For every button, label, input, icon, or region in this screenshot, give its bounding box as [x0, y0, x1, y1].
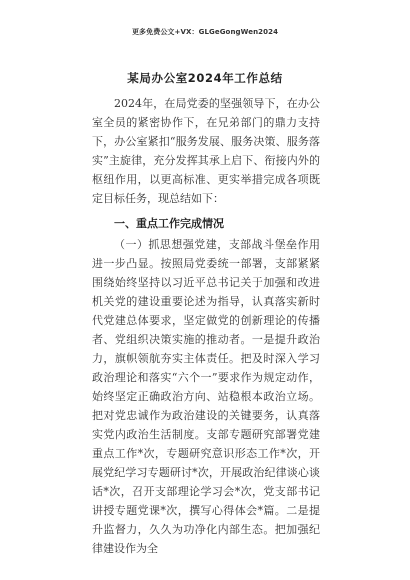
document-body — [92, 94, 320, 558]
section-heading: 一、重点工作完成情况 — [114, 217, 224, 230]
document-title: 某局办公室2024年工作总结 — [127, 71, 283, 85]
section-paragraph: （一）抓思想强党建，支部战斗堡垒作用进一步凸显。按照局党委统一部署，支部紧紧围绕始终坚持以习近平总书记关于加强和改进机关党的建设重要论述为指导，认真落实新时代党建总体要求，坚定做党的创新理论的传播者、党组织决策实施的推动者。一是提升政治力，旗帜领航夯实主体责任。把及时深入学习政治理论和落实“六个一”要求作为规定动作，始终坚定正确政治方向、站稳根本政治立场。把对党忠诚作为政治建设的关键要务，认真落实党内政治生活制度。支部专题研究部署党建重点工作*次，专题研究意识形态工作*次，开展党纪学习专题研讨*次，开展政治纪律谈心谈话*次，召开支部理论学习会*次，党支部书记讲授专题党课*次，撰写心得体会*篇。二是提升监督力，久久为功净化内部生态。把加强纪律建设作为全 — [92, 238, 320, 555]
header-note: 更多免费公文+VX：GLGeGongWen2024 — [131, 28, 279, 36]
intro-paragraph: 2024年，在局党委的坚强领导下，在办公室全员的紧密协作下，在兄弟部门的鼎力支持下，办公室紧扣“服务发展、服务决策、服务落实”主旋律，充分发挥其承上启下、衔接内外的枢纽作用，以更高标准、更实举措完成各项既定目标任务，现总结如下： — [92, 97, 320, 205]
